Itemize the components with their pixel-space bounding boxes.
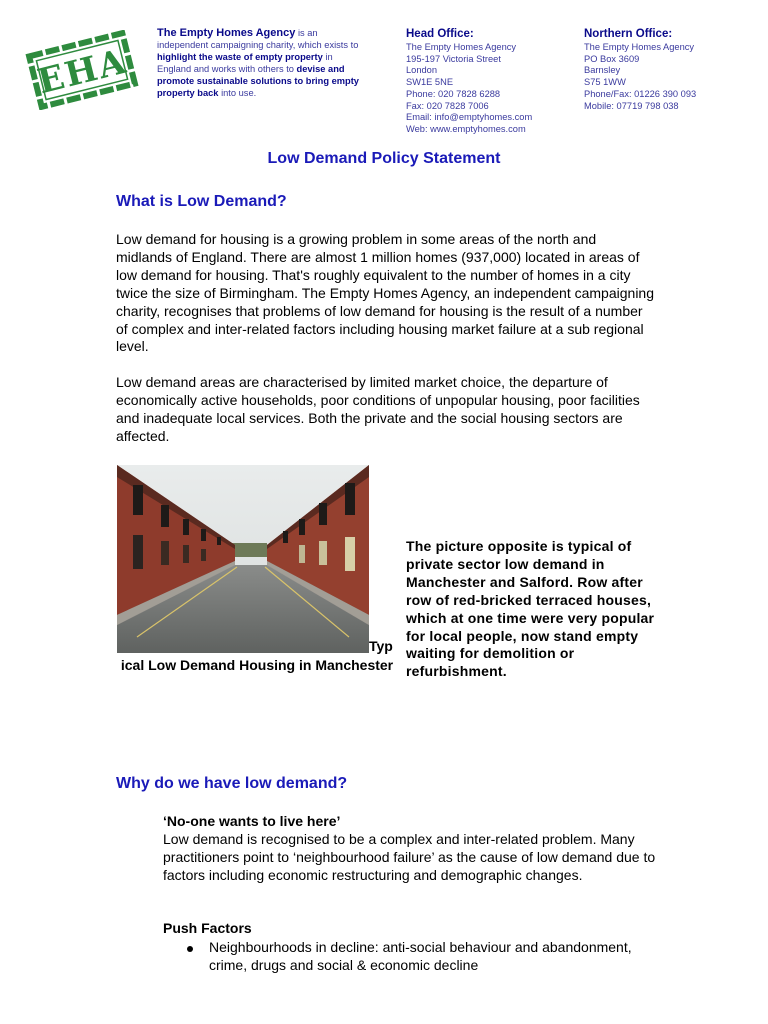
northern-office-line: Phone/Fax: 01226 390 093: [584, 88, 697, 99]
head-office-line: SW1E 5NE: [406, 77, 454, 88]
head-office-email[interactable]: Email: info@emptyhomes.com: [406, 112, 533, 123]
northern-office-line: Barnsley: [584, 65, 621, 76]
northern-office-block: [584, 27, 759, 112]
northern-office-line: Mobile: 07719 798 038: [584, 100, 679, 111]
subheading-no-one-wants: ‘No-one wants to live here’: [163, 813, 341, 829]
org-name: The Empty Homes Agency: [157, 27, 296, 39]
head-office-block: [406, 27, 576, 136]
head-office-title: Head Office:: [406, 28, 474, 40]
eha-logo: [22, 30, 142, 110]
head-office-line: Fax: 020 7828 7006: [406, 100, 489, 111]
head-office-line: 195-197 Victoria Street: [406, 53, 501, 64]
body-paragraph: Low demand areas are characterised by limited market choice, the departure of economically active households, poor conditions of unpopular housing, poor facilities and inadequate local services. Both the private and the social housing sectors are affected.: [116, 374, 640, 444]
org-description: The Empty Homes Agency is an independent campaigning charity, which exists to highlight the waste of empty property in England and works with others to devise and promote sustainable solutions to bring empty property back into use.: [157, 27, 359, 98]
head-office-line: Phone: 020 7828 6288: [406, 88, 501, 99]
northern-office-line: S75 1WW: [584, 77, 626, 88]
northern-office-line: PO Box 3609: [584, 53, 640, 64]
list-item: Neighbourhoods in decline: anti-social behaviour and abandonment, crime, drugs and social & economic decline: [209, 939, 632, 973]
section-heading-what-is-low-demand: What is Low Demand?: [116, 193, 287, 210]
document-title: Low Demand Policy Statement: [267, 150, 501, 167]
head-office-line: The Empty Homes Agency: [406, 42, 517, 52]
body-paragraph: Low demand for housing is a growing problem in some areas of the north and midlands of England. There are almost 1 million homes (937,000) located in areas of low demand for housing. That's roughly equivalent to the number of homes in a city twice the size of Birmingham. The Empty Homes Agency, an independent campaigning charity, recognises that problems of low demand for housing is the result of a number of complex and inter-related factors including housing market failure at a sub regional level.: [116, 231, 654, 355]
photo-description: The picture opposite is typical of private sector low demand in Manchester and Salford. Row after row of red-bricked terraced houses, which at one time were very popular for local people, now stand empty waiting for demolition or refurbishment.: [406, 538, 655, 680]
body-paragraph: Low demand is recognised to be a complex and inter-related problem. Many practitioners point to ‘neighbourhood failure’ as the cause of low demand due to factors including economic restructuring and demographic changes.: [163, 831, 656, 883]
terraced-street-photo: [117, 465, 369, 653]
svg-text:EHA: EHA: [33, 41, 132, 103]
head-office-line: London: [406, 65, 438, 76]
photo-caption-start: Typ: [369, 638, 393, 654]
head-office-web[interactable]: Web: www.emptyhomes.com: [406, 123, 526, 134]
photo-caption: ical Low Demand Housing in Manchester: [120, 657, 394, 673]
northern-office-line: The Empty Homes Agency: [584, 42, 695, 52]
bullet-icon: [186, 945, 194, 953]
northern-office-title: Northern Office:: [584, 28, 673, 40]
section-heading-why-low-demand: Why do we have low demand?: [116, 775, 348, 792]
subheading-push-factors: Push Factors: [163, 920, 252, 936]
